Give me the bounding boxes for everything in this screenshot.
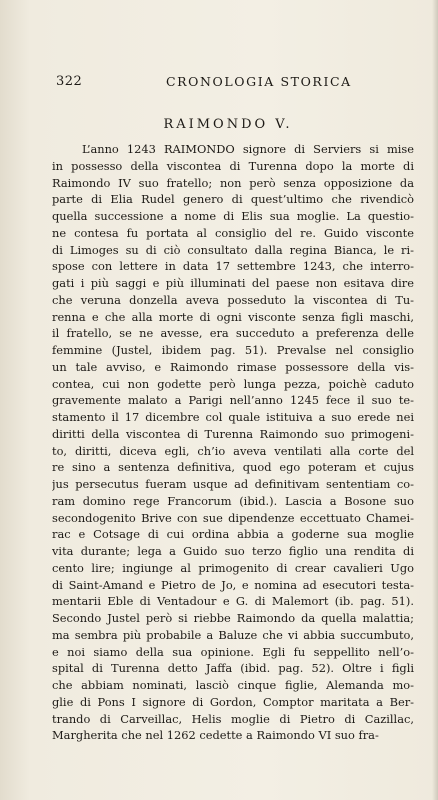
text-line: Raimondo IV suo fratello; non però senza opposizione da: [52, 175, 414, 190]
text-line: parte di Elia Rudel genero di quest’ultimo che rivendicò: [52, 192, 414, 207]
text-line: che abbiam nominati, lasciò cinque figlie, Alemanda mo-: [52, 678, 414, 692]
text-line: re sino a sentenza definitiva, quod ego poteram et cujus: [52, 460, 414, 475]
text-line: stamento il 17 dicembre col quale istituiva a suo erede nei: [52, 410, 414, 424]
text-line: to, diritti, diceva egli, ch’io aveva ventilati alla corte del: [52, 443, 414, 458]
text-line: mentarii Eble di Ventadour e G. di Malemort (ib. pag. 51).: [52, 594, 414, 609]
text-line: quella successione a nome di Elis sua moglie. La questio-: [52, 209, 414, 223]
text-line: gravemente malato a Parigi nell’anno 1245 fece il suo te-: [52, 393, 414, 408]
text-line: di Limoges su di ciò consultato dalla regina Bianca, le ri-: [52, 242, 414, 257]
text-line: ram domino rege Francorum (ibid.). Lascia a Bosone suo: [52, 493, 414, 508]
text-line: il fratello, se ne avesse, era succeduto a preferenza delle: [52, 326, 414, 341]
text-line: renna e che alla morte di ogni visconte senza figli maschi,: [52, 309, 414, 324]
text-line: che veruna donzella aveva posseduto la viscontea di Tu-: [52, 292, 414, 307]
text-line: in possesso della viscontea di Turenna dopo la morte di: [52, 158, 414, 173]
text-line: cento lire; ingiunge al primogenito di crear cavalieri Ugo: [52, 560, 414, 575]
text-line: un tale avviso, e Raimondo rimase possessore della vis-: [52, 359, 414, 374]
text-line: secondogenito Brive con sue dipendenze eccettuato Chamei-: [52, 510, 414, 525]
text-line: rac e Cotsage di cui ordina abbia a goderne sua moglie: [52, 527, 414, 542]
text-line: spital di Turenna detto Jaffa (ibid. pag. 52). Oltre i figli: [52, 661, 414, 676]
text-line: gati i più saggi e più illuminati del paese non esitava dire: [52, 276, 414, 290]
text-line: ma sembra più probabile a Baluze che vi abbia succumbuto,: [52, 627, 414, 642]
running-head: [56, 74, 408, 92]
text-line: trando di Carveillac, Helis moglie di Pietro di Cazillac,: [52, 711, 414, 726]
text-line: spose con lettere in data 17 settembre 1243, che interro-: [52, 259, 414, 274]
text-line: di Saint-Amand e Pietro de Jo, e nomina ad esecutori testa-: [52, 577, 414, 592]
text-line: Margherita che nel 1262 cedette a Raimondo VI suo fra-: [52, 728, 379, 743]
text-line: glie di Pons I signore di Gordon, Comptor maritata a Ber-: [52, 694, 414, 709]
text-line: femmine (Justel, ibidem pag. 51). Prevalse nel consiglio: [52, 343, 414, 357]
text-line: jus persecutus fueram usque ad definitivam sententiam co-: [52, 477, 414, 491]
running-title: CRONOLOGIA STORICA: [166, 74, 352, 89]
section-title: RAIMONDO V.: [163, 117, 293, 132]
text-line: diritti della viscontea di Turenna Raimondo suo primogeni-: [52, 426, 414, 441]
text-line: Secondo Justel però si riebbe Raimondo da quella malattia;: [52, 611, 414, 625]
text-line: e noi siamo della sua opinione. Egli fu seppellito nell’o-: [52, 644, 414, 659]
page-number: 322: [56, 74, 83, 89]
text-line: ne contesa fu portata al consiglio del re. Guido visconte: [52, 225, 414, 240]
body-text: [52, 141, 414, 744]
text-line: L’anno 1243 RAIMONDO signore di Serviers si mise: [82, 142, 414, 156]
text-line: contea, cui non godette però lunga pezza, poichè caduto: [52, 376, 414, 391]
text-line: vita durante; lega a Guido suo terzo figlio una rendita di: [52, 544, 414, 558]
